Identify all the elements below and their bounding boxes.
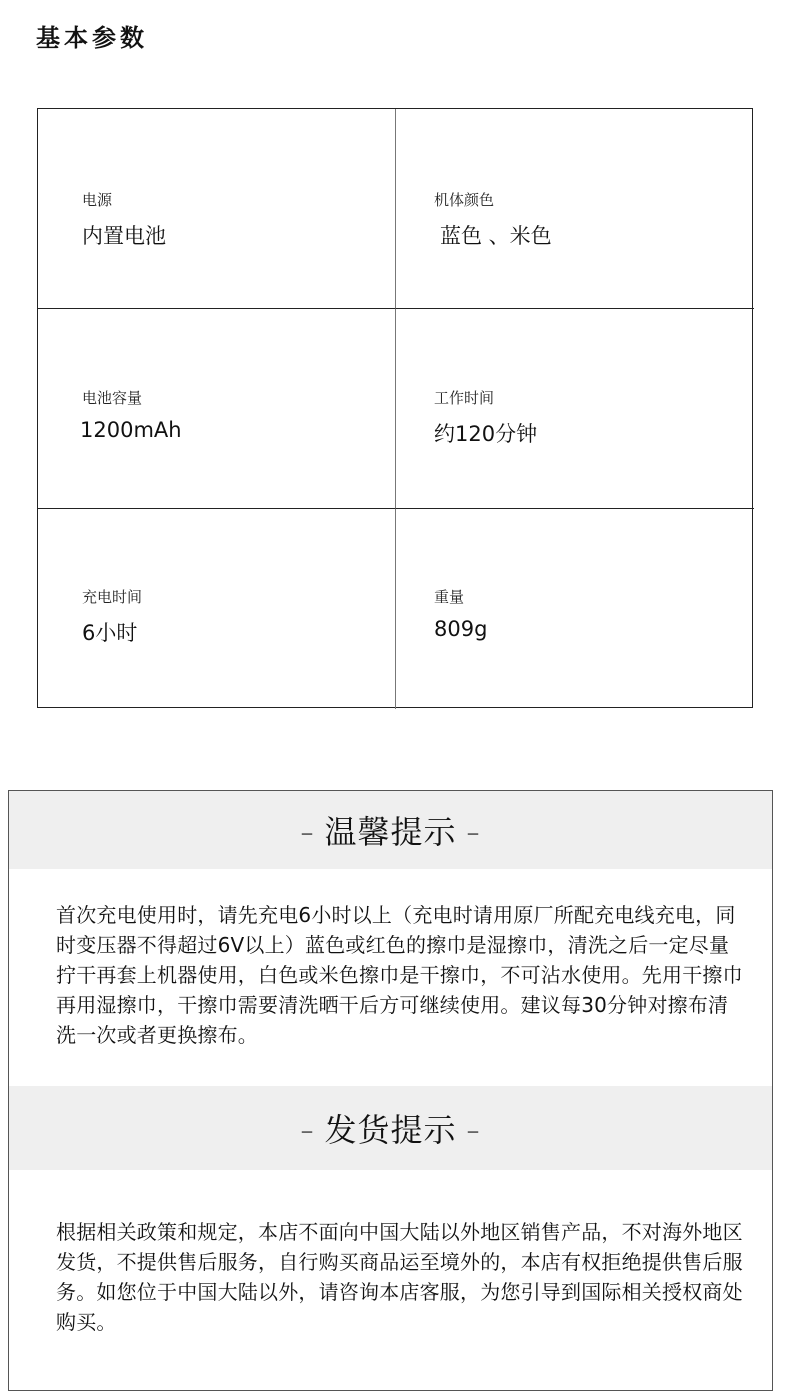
spec-label: 机体颜色 — [434, 191, 495, 209]
spec-label: 电源 — [82, 191, 113, 209]
spec-value: 内置电池 — [82, 224, 166, 248]
notice-title-text: 发货提示 — [324, 1111, 457, 1149]
spec-cell-charge-time — [38, 509, 396, 709]
spec-value: 1200mAh — [80, 418, 182, 442]
spec-cell-color — [396, 109, 754, 309]
notice-text-tips: 首次充电使用时，请先充电6小时以上（充电时请用原厂所配充电线充电，同时变压器不得超过6V以上）蓝色或红色的擦巾是湿擦巾，清洗之后一定尽量拧干再套上机器使用，白色或米色擦巾是干擦巾，不可沾水使用。先用干擦巾再用湿擦巾，干擦巾需要清洗晒干后方可继续使用。建议每30分钟对擦布清洗一次或者更换擦布。 — [56, 903, 743, 1047]
dash-decoration: – — [466, 1116, 481, 1146]
spec-value: 蓝色 、米色 — [440, 224, 552, 248]
notice-box — [8, 790, 773, 1391]
notice-header-tips — [9, 791, 772, 869]
spec-label: 工作时间 — [434, 389, 495, 407]
notice-header-shipping — [9, 1086, 772, 1170]
dash-decoration: – — [466, 818, 481, 848]
spec-label: 重量 — [434, 588, 465, 606]
spec-value: 约120分钟 — [434, 422, 538, 446]
dash-decoration: – — [300, 818, 315, 848]
spec-label: 电池容量 — [82, 389, 143, 407]
spec-label: 充电时间 — [82, 588, 143, 606]
spec-cell-work-time — [396, 309, 754, 509]
spec-cell-battery-capacity — [38, 309, 396, 509]
spec-value: 809g — [434, 617, 488, 641]
spec-table — [37, 108, 753, 708]
notice-title-text: 温馨提示 — [324, 813, 457, 851]
notice-text-shipping: 根据相关政策和规定，本店不面向中国大陆以外地区销售产品，不对海外地区发货，不提供售后服务，自行购买商品运至境外的，本店有权拒绝提供售后服务。如您位于中国大陆以外，请咨询本店客服，为您引导到国际相关授权商处购买。 — [56, 1220, 743, 1334]
section-title: 基本参数 — [36, 24, 148, 52]
spec-cell-power — [38, 109, 396, 309]
notice-title — [290, 807, 490, 853]
dash-decoration: – — [300, 1116, 315, 1146]
spec-cell-weight — [396, 509, 754, 709]
spec-value: 6小时 — [82, 621, 138, 645]
notice-title — [290, 1105, 490, 1151]
